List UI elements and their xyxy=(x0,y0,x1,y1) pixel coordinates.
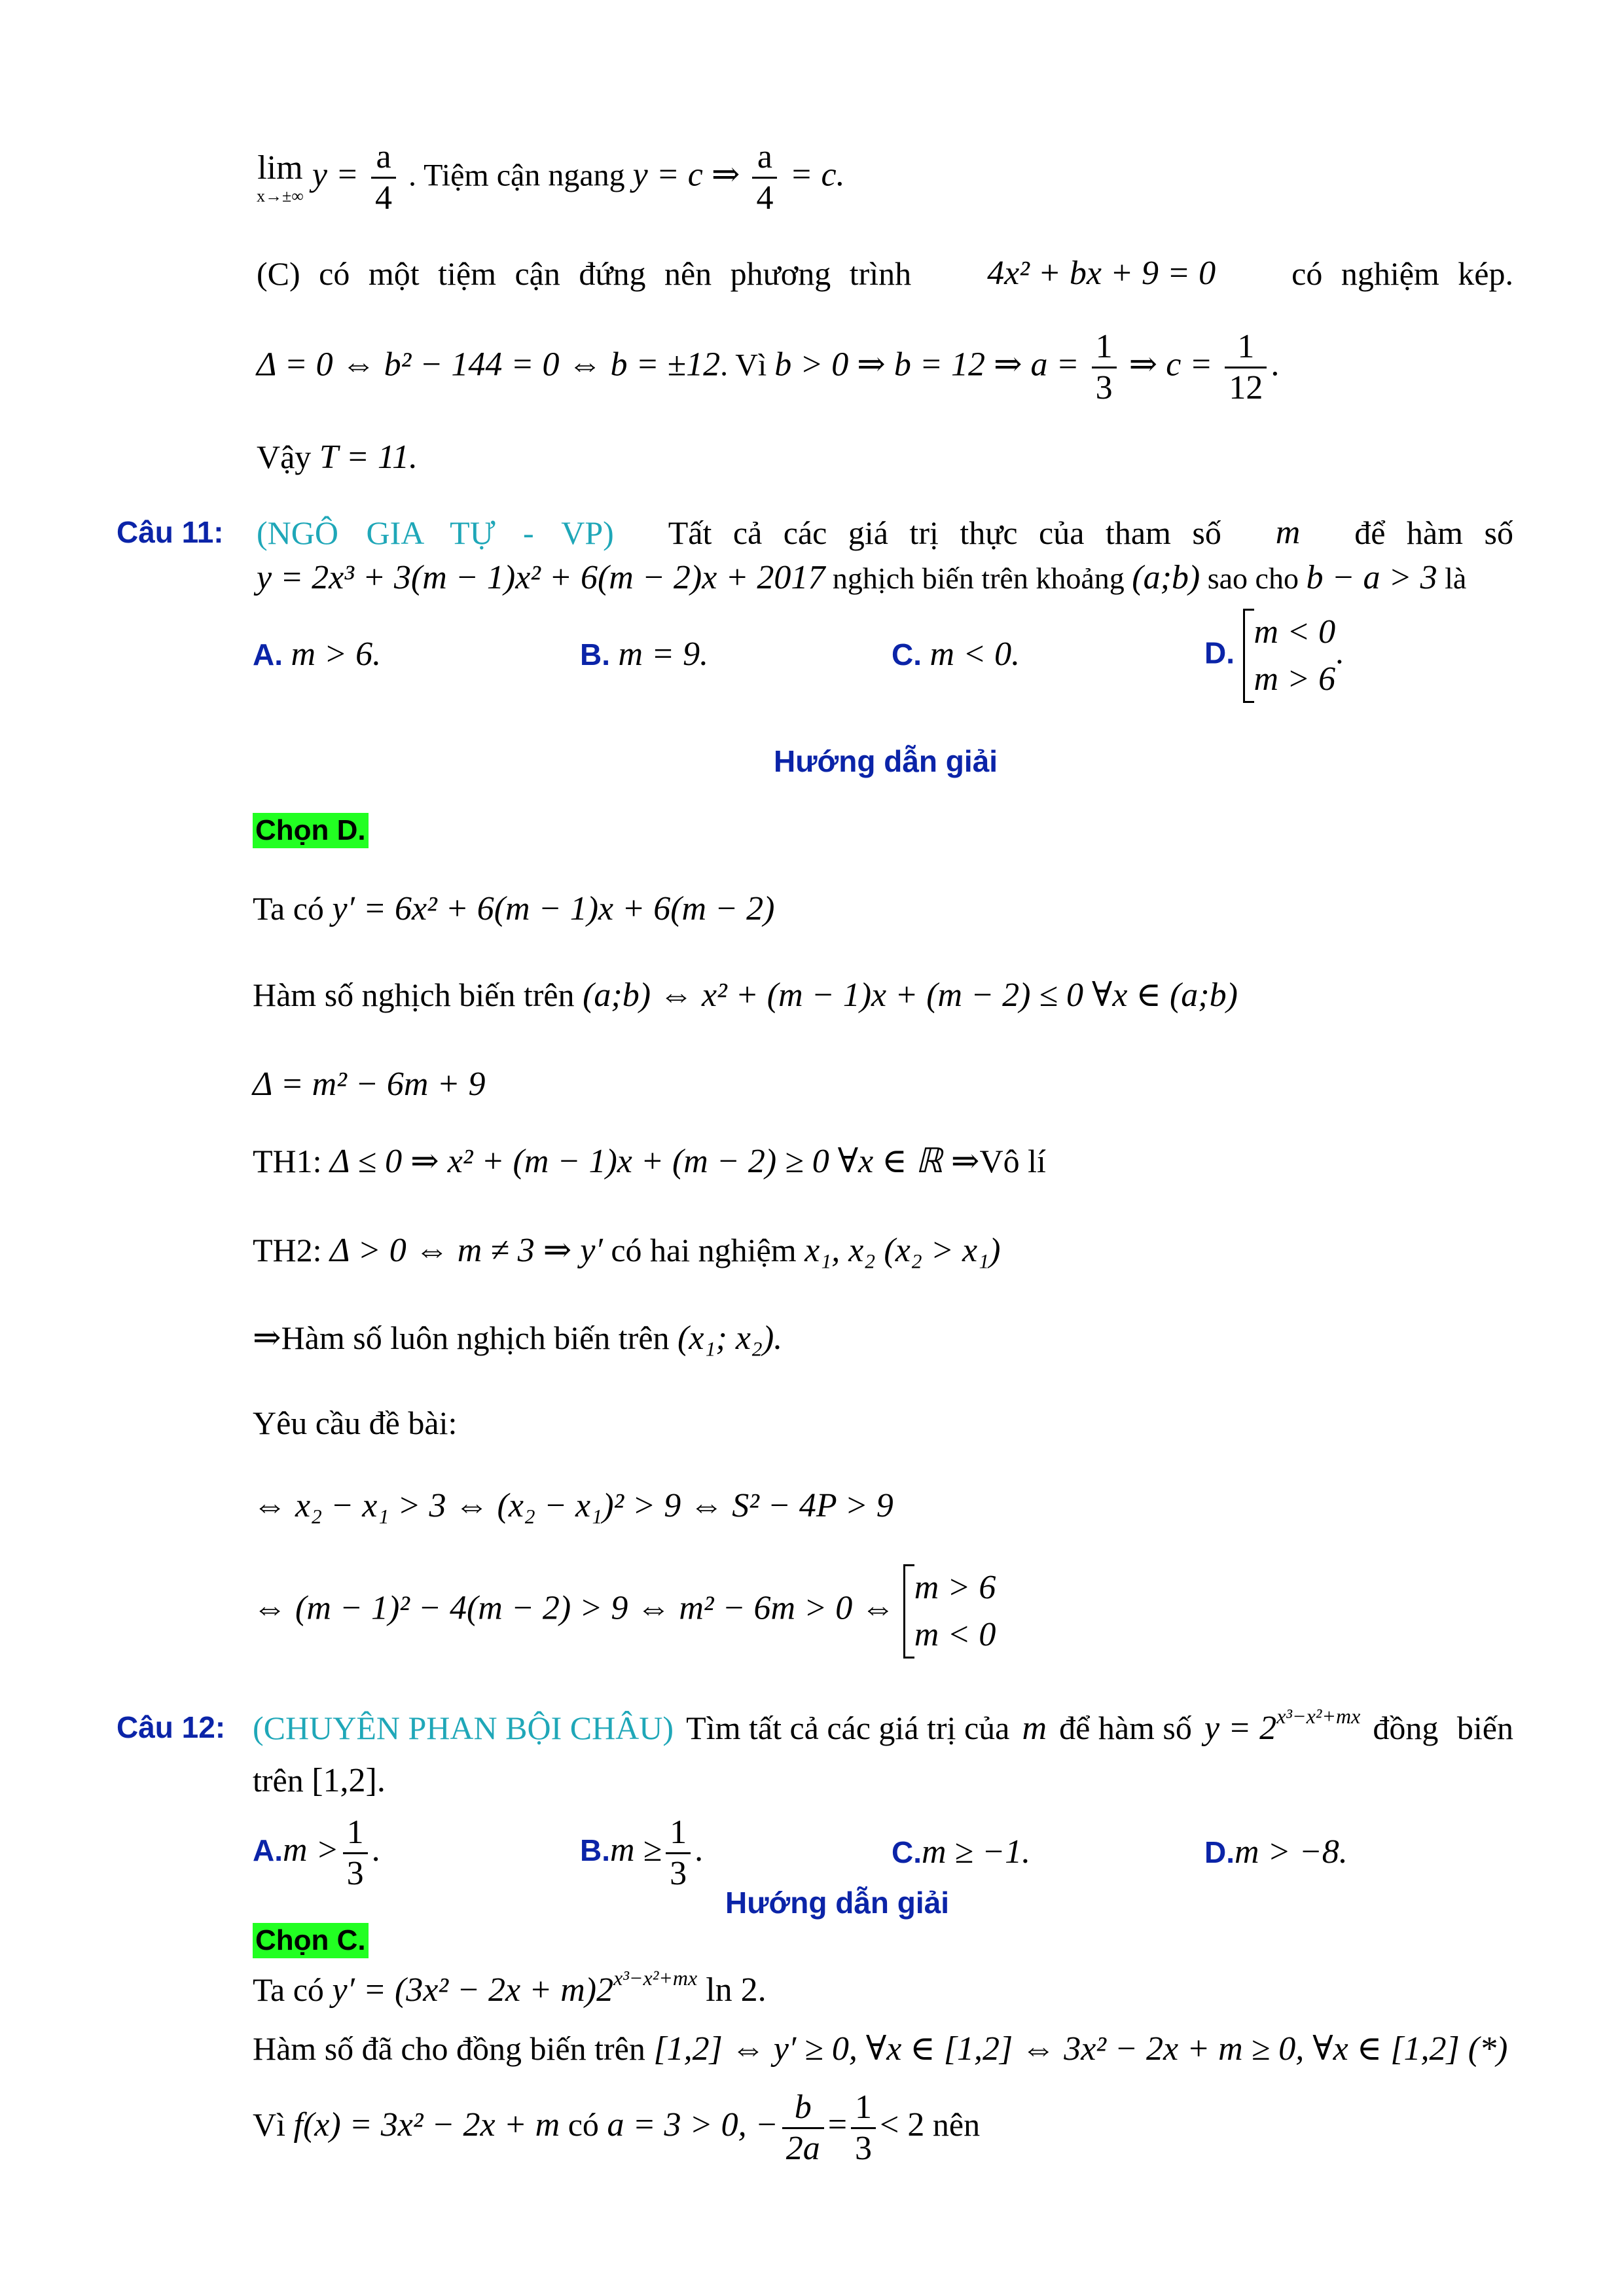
sol12-step-1 xyxy=(253,1966,767,2010)
sys-line: m < 0 xyxy=(914,1616,996,1653)
lim-text: lim xyxy=(257,149,303,187)
frac-den: 3 xyxy=(670,1855,687,1892)
frac-den: 4 xyxy=(756,179,774,217)
frac-num: 1 xyxy=(851,2088,876,2129)
frac-num: 1 xyxy=(1225,327,1267,368)
step-text: TH2: xyxy=(253,1232,331,1268)
sol11-step-7 xyxy=(253,1403,457,1443)
fraction-b-over-2a xyxy=(782,2088,824,2168)
option-b[interactable] xyxy=(580,635,708,673)
asymptote-result: = c. xyxy=(789,156,845,194)
step-eq: (x₁; x₂). xyxy=(677,1319,783,1357)
step-eq: ⇔ x₂ − x₁ > 3 ⇔ (x₂ − x₁)² > 9 ⇔ S² − 4P > 9 xyxy=(253,1487,893,1524)
option-b-value: m = 9. xyxy=(618,636,709,673)
frac-num: a xyxy=(752,137,777,179)
question-11-function: y = 2x³ + 3(m − 1)x² + 6(m − 2)x + 2017 xyxy=(257,559,825,596)
option-c-label: C. xyxy=(892,637,922,672)
frac-den: 3 xyxy=(346,1855,364,1892)
frac-num: 1 xyxy=(343,1813,368,1854)
step-eq: [1,2] ⇔ y′ ≥ 0, ∀x ∈ [1,2] ⇔ 3x² − 2x + m ≥ 0, ∀x ∈ [1,2] (*) xyxy=(653,2030,1508,2068)
step-text: Vì xyxy=(253,2106,294,2143)
sol12-step-2 xyxy=(253,2029,1507,2069)
question-11-text-3: sao cho xyxy=(1200,562,1307,595)
option-a-pre: m > xyxy=(283,1831,339,1869)
option-b-label: B. xyxy=(580,1833,610,1867)
option-d-label: D. xyxy=(1204,1835,1235,1869)
sol11-step-3 xyxy=(253,1064,486,1104)
option-d-system xyxy=(1243,609,1336,703)
step-text: TH1: xyxy=(253,1143,331,1179)
option-c[interactable] xyxy=(892,635,1020,673)
discriminant-text: . Vì xyxy=(720,348,775,383)
frac-num: 1 xyxy=(666,1813,691,1854)
option-a[interactable] xyxy=(253,1813,380,1893)
step-eq: x₁, x₂ (x₂ > x₁) xyxy=(804,1232,1001,1269)
frac-den: 3 xyxy=(855,2130,873,2167)
option-d-value: m > −8. xyxy=(1235,1833,1348,1871)
sol11-step-8 xyxy=(253,1486,893,1526)
option-a-fraction xyxy=(343,1813,368,1893)
va-tail: có nghiệm kép. xyxy=(1291,255,1513,292)
solution-11-choice: Chọn D. xyxy=(253,813,369,848)
question-12-line-2 xyxy=(253,1761,386,1801)
step-eq: Δ = m² − 6m + 9 xyxy=(253,1066,486,1103)
lim-subscript: x→±∞ xyxy=(257,186,304,206)
vertical-asymptote-line xyxy=(257,254,1513,293)
question-12-label: Câu 12: xyxy=(117,1710,226,1744)
frac-num: 1 xyxy=(1092,327,1117,368)
conclusion-eq: T = 11. xyxy=(319,439,418,476)
step-eq: a = 3 > 0, − xyxy=(607,2106,778,2144)
option-tail: . xyxy=(371,1831,380,1869)
fraction-a-over-4 xyxy=(371,137,396,218)
step-eq: y′ = 6x² + 6(m − 1)x + 6(m − 2) xyxy=(332,890,775,927)
sys-line: m > 6 xyxy=(1254,660,1336,698)
frac-den: 4 xyxy=(374,179,392,217)
result-system xyxy=(903,1564,996,1659)
step-text: có xyxy=(560,2106,607,2143)
solution-12-choice: Chọn C. xyxy=(253,1923,369,1958)
step-text: nên xyxy=(924,2106,981,2143)
step-eq: ⇔ (m − 1)² − 4(m − 2) > 9 ⇔ m² − 6m > 0 ⇔ xyxy=(253,1589,895,1627)
question-11-label: Câu 11: xyxy=(117,515,224,549)
fraction-1-3 xyxy=(1092,327,1117,408)
asymptote-eq: y = c ⇒ xyxy=(632,156,749,194)
question-11-line-2 xyxy=(257,558,1466,598)
step-eq: Δ > 0 ⇔ m ≠ 3 ⇒ y′ xyxy=(330,1232,603,1269)
sol11-step-6 xyxy=(253,1318,782,1358)
question-11-text: Tất cả các giá trị thực của tham số xyxy=(668,514,1221,551)
sol11-step-9 xyxy=(253,1564,996,1659)
sol11-step-1 xyxy=(253,889,774,929)
option-a-value: m > 6. xyxy=(291,636,382,673)
question-11-text-2: nghịch biến trên khoảng xyxy=(825,562,1132,595)
step-eq: (a;b) ⇔ x² + (m − 1)x + (m − 2) ≤ 0 ∀x ∈ (a;b) xyxy=(583,977,1238,1014)
question-12-line-1 xyxy=(253,1704,1513,1748)
question-11-source: (NGÔ GIA TỰ - VP) xyxy=(257,514,614,551)
option-b-pre: m ≥ xyxy=(610,1831,662,1869)
va-equation: 4x² + bx + 9 = 0 xyxy=(987,255,1216,292)
implies-icon: ⇒ xyxy=(253,1319,281,1357)
option-b-fraction xyxy=(666,1813,691,1893)
solution-11-heading: Hướng dẫn giải xyxy=(774,744,998,778)
va-text: (C) có một tiệm cận đứng nên phương trình xyxy=(257,255,912,292)
question-12-text: Tìm tất cả các giá trị của xyxy=(686,1710,1010,1746)
c-arrow: ⇒ c = xyxy=(1128,346,1213,384)
step-text: có hai nghiệm xyxy=(602,1232,805,1268)
param-m: m xyxy=(1022,1710,1047,1747)
question-12-text-3: đồng biến xyxy=(1373,1710,1513,1746)
question-12-text-4: trên xyxy=(253,1762,312,1799)
sys-line: m < 0 xyxy=(1254,613,1336,651)
question-11-line-1 xyxy=(257,513,1513,552)
frac-den: 3 xyxy=(1095,369,1113,406)
sol11-step-4 xyxy=(253,1141,1046,1181)
step-eq: = xyxy=(827,2106,848,2144)
solution-12-heading: Hướng dẫn giải xyxy=(725,1886,950,1920)
param-m: m xyxy=(1275,514,1301,551)
option-tail: . xyxy=(695,1831,704,1869)
frac-num: a xyxy=(371,137,396,179)
sol11-step-5 xyxy=(253,1230,1000,1270)
option-b-label: B. xyxy=(580,637,610,672)
question-11-text-b: để hàm số xyxy=(1354,514,1513,551)
step-text: Hàm số luôn nghịch biến trên xyxy=(281,1319,678,1356)
interval-1-2: [1,2]. xyxy=(312,1762,386,1799)
option-d-tail: . xyxy=(1335,634,1344,671)
option-d[interactable] xyxy=(1204,609,1344,703)
interval-ab: (a;b) xyxy=(1132,559,1200,596)
condition: b − a > 3 xyxy=(1306,559,1437,596)
discriminant-line: Δ = 0 ⇔ b² − 144 = 0 ⇔ b = ±12. Vì b > 0 ⇒ b = 12 ⇒ a = $\frac{1}{3}$ ⇒ c = $\frac{1}{12}$ . xyxy=(257,328,1280,406)
step-exponent: x³−x²+mx xyxy=(613,1966,698,1990)
discriminant-eq: Δ = 0 ⇔ b² − 144 = 0 ⇔ b = ±12 xyxy=(257,346,721,384)
option-c[interactable] xyxy=(892,1833,1030,1871)
option-c-label: C. xyxy=(892,1835,922,1869)
fraction-1-12 xyxy=(1225,327,1267,408)
sol12-step-3 xyxy=(253,2088,980,2168)
option-c-value: m < 0. xyxy=(929,636,1020,673)
question-12-text-2: để hàm số xyxy=(1059,1710,1192,1746)
question-12-source: (CHUYÊN PHAN BỘI CHÂU) xyxy=(253,1710,674,1746)
fraction-1-3 xyxy=(851,2088,876,2168)
step-text: Hàm số nghịch biến trên xyxy=(253,977,583,1013)
option-d[interactable] xyxy=(1204,1833,1348,1871)
step-text: Ta có xyxy=(253,1971,333,2008)
step-text: Yêu cầu đề bài: xyxy=(253,1405,458,1441)
step-text: Ta có xyxy=(253,890,333,927)
option-a-label: A. xyxy=(253,637,283,672)
option-a[interactable] xyxy=(253,635,381,673)
frac-den: 2a xyxy=(785,2130,820,2167)
question-12-function: y = 2 xyxy=(1204,1710,1277,1747)
frac-num: b xyxy=(782,2088,824,2129)
step-text: Hàm số đã cho đồng biến trên xyxy=(253,2030,654,2067)
frac-den: 12 xyxy=(1229,369,1263,406)
option-a-label: A. xyxy=(253,1833,283,1867)
step-eq: f(x) = 3x² − 2x + m xyxy=(293,2106,560,2144)
question-11-text-4: là xyxy=(1437,562,1467,595)
option-d-label: D. xyxy=(1204,636,1235,670)
limit-line xyxy=(257,137,845,218)
sys-line: m > 6 xyxy=(914,1569,996,1606)
fraction-a-over-4-b xyxy=(752,137,777,218)
option-b[interactable] xyxy=(580,1813,703,1893)
step-tail: ln 2. xyxy=(697,1971,767,2009)
conclusion-text: Vậy xyxy=(257,439,319,475)
limit-text: . Tiệm cận ngang xyxy=(408,158,633,193)
step-eq: y′ = (3x² − 2x + m)2 xyxy=(332,1971,614,2009)
conclusion-line xyxy=(257,437,418,477)
limit-eq: y = xyxy=(312,156,367,194)
sol11-step-2 xyxy=(253,975,1238,1015)
b-result: b > 0 ⇒ b = 12 ⇒ a = xyxy=(774,346,1079,384)
step-eq: < 2 xyxy=(880,2106,925,2144)
step-eq: Δ ≤ 0 ⇒ x² + (m − 1)x + (m − 2) ≥ 0 ∀x ∈ ℝ ⇒ xyxy=(330,1143,980,1180)
option-c-value: m ≥ −1. xyxy=(922,1833,1031,1871)
function-exponent: x³−x²+mx xyxy=(1276,1704,1361,1728)
step-text: Vô lí xyxy=(979,1143,1046,1179)
